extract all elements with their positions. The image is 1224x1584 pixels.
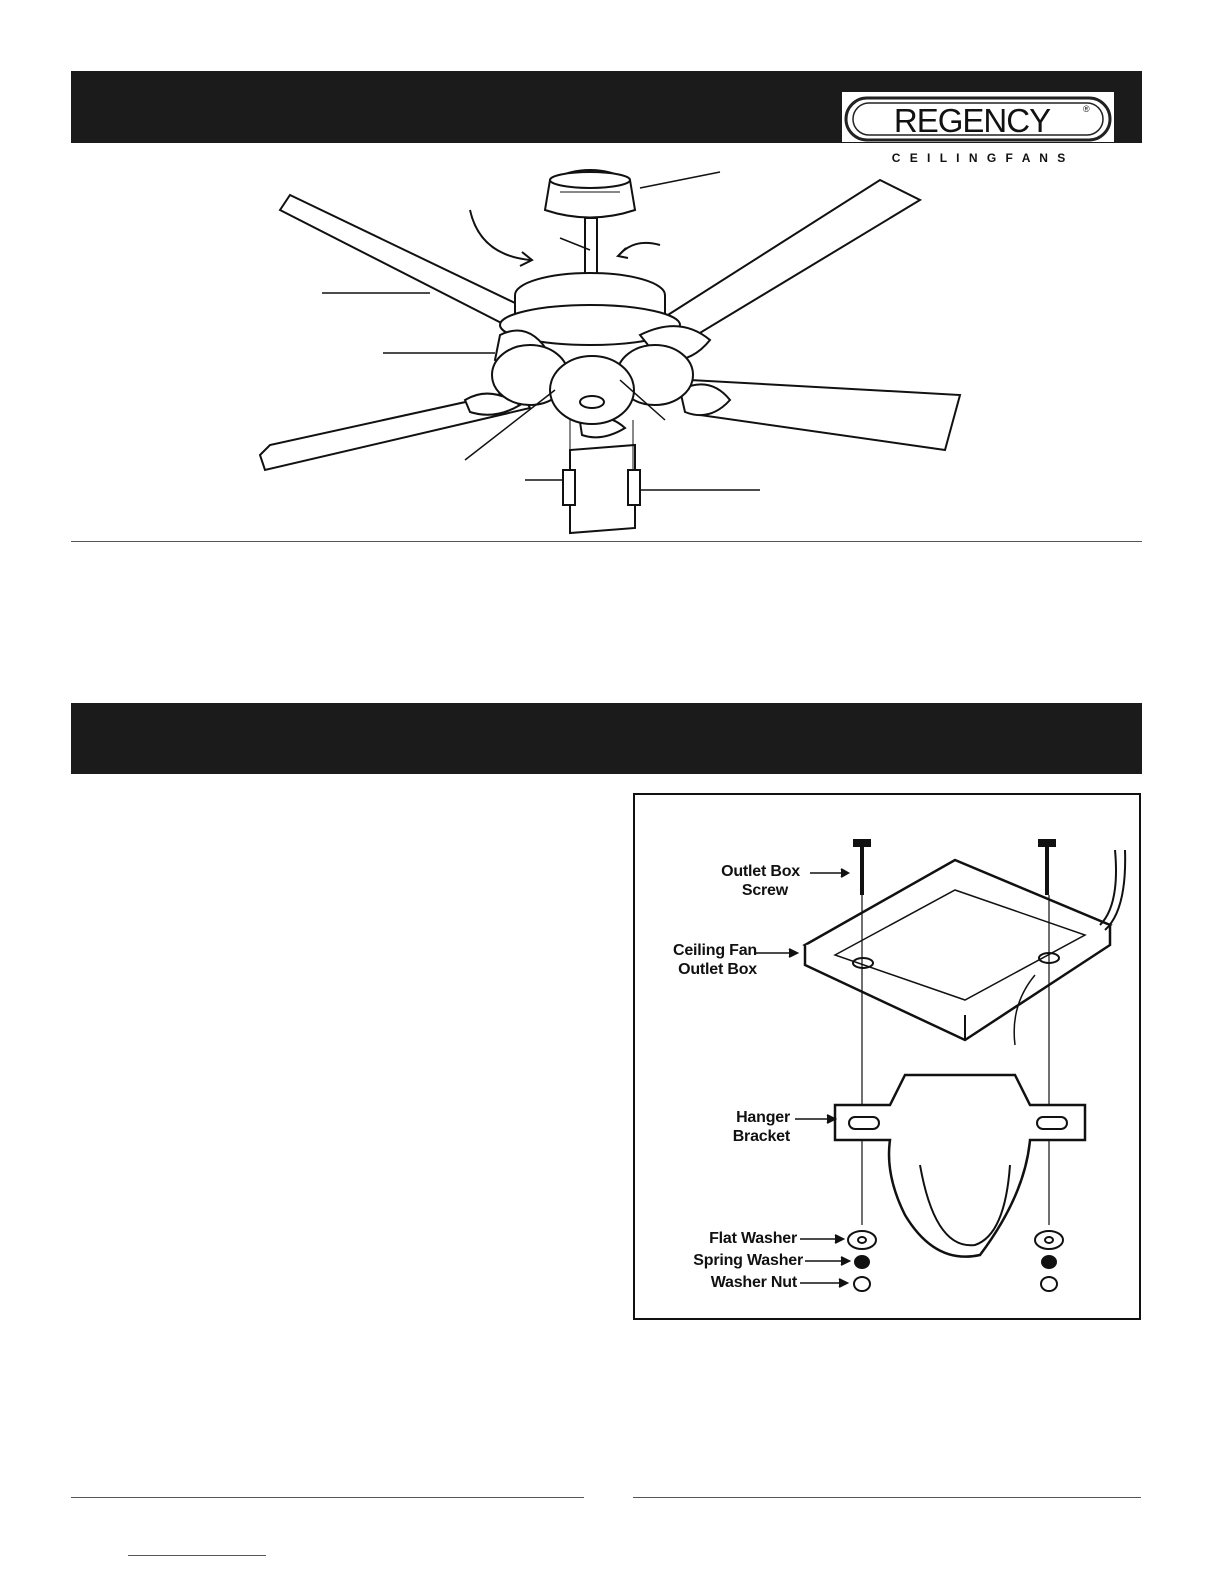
divider-rule (71, 541, 1142, 542)
logo-registered: ® (1083, 104, 1090, 114)
footer-rule-left (71, 1497, 584, 1498)
outlet-box-screw-label: Outlet Box Screw (721, 863, 800, 899)
hanger-bracket-figure (633, 793, 1141, 1320)
spring-washer-label: Spring Washer (693, 1252, 803, 1269)
flat-washer-label: Flat Washer (709, 1230, 797, 1247)
ceiling-fan-illustration (240, 150, 980, 540)
footer-rule-right (633, 1497, 1141, 1498)
header-bar-bottom (71, 703, 1142, 774)
logo-tagline: C E I L I N G F A N S (891, 151, 1069, 165)
logo-brand: REGENCY (893, 102, 1051, 139)
washer-nut-label: Washer Nut (710, 1274, 797, 1291)
hanger-bracket-label: Hanger Bracket (732, 1109, 790, 1145)
ceiling-fan-outlet-box-label: Ceiling Fan Outlet Box (672, 942, 757, 978)
footer-link[interactable] (128, 1555, 266, 1556)
